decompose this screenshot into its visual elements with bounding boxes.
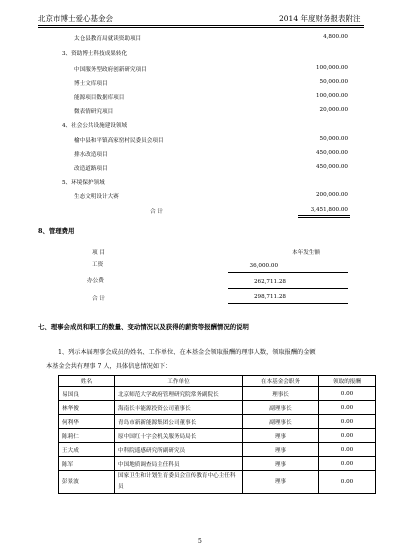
column-header: 姓名 [59,376,115,387]
expense-total-value: 298,711.28 [253,294,286,300]
member-name: 陈莉仁 [59,429,115,443]
project-category-label: 4、社会公共设施建设领域 [62,123,128,129]
project-row-label: 中国服务型政府创新研究项目 [74,67,147,73]
header-divider [38,25,364,26]
expense-total-line [228,303,348,304]
project-row-label: 排水改造项目 [74,152,108,158]
member-position: 理事 [243,457,319,471]
project-row-label: 生态文明设计大赛 [74,194,119,200]
project-row-value: 200,000.00 [315,192,348,198]
expense-row-line [228,288,348,289]
project-row-value: 450,000.00 [315,164,348,170]
member-name: 王大成 [59,443,115,457]
expense-total-label: 合 计 [92,296,105,302]
member-position: 副理事长 [243,415,319,429]
member-position: 理事 [243,471,319,494]
member-pay: 0.00 [319,401,376,415]
member-pay: 0.00 [319,387,376,401]
member-name: 陈军 [59,457,115,471]
member-pay: 0.00 [319,415,376,429]
expense-col-amount: 本年发生额 [292,250,320,256]
project-row-value: 20,000.00 [319,107,348,113]
table-row [59,415,376,429]
member-unit: 青岛市新新能源集团公司董事长 [115,415,243,429]
table-row [59,443,376,457]
table-row [59,429,376,443]
project-row-label: 改造道路项目 [74,166,108,172]
project-row-label: 榆中县和平镇高家窑村民委员会项目 [74,138,164,144]
project-total-value: 3,451,800.00 [310,207,348,213]
table-row [59,387,376,401]
expense-row-value: 36,000.00 [249,263,278,269]
member-name: 彭景波 [59,471,115,494]
page-number: 5 [198,538,202,545]
project-category-label: 5、环境保护领域 [62,180,105,186]
header-divider-2 [38,27,364,28]
member-unit: 中科院遥感研究所副研究员 [115,443,243,457]
expense-row-label: 办公费 [87,278,104,284]
project-row-value: 50,000.00 [319,79,348,85]
column-header: 在本基金会职务 [243,376,319,387]
project-row-label: 博士文库项目 [74,81,108,87]
header-org-name: 北京市博士爱心基金会 [38,14,113,23]
member-name: 易国良 [59,387,115,401]
member-unit: 国家卫生和计划生育委员会宣传教育中心主任科员 [115,471,243,494]
member-unit: 北京师范大学政府管理研究院常务副院长 [115,387,243,401]
expense-row-label: 工资 [92,262,104,268]
section-8-title: 8、管理费用 [38,227,75,235]
table-row [59,471,376,494]
project-row-label: 太仓县教育局就读资助项目 [74,36,142,42]
table-row [59,401,376,415]
member-pay: 0.00 [319,471,376,494]
member-pay: 0.00 [319,443,376,457]
project-category-label: 3、资助博士科技成果转化 [62,51,128,57]
expense-row-line [228,272,348,273]
member-position: 理事 [243,443,319,457]
expense-col-item: 项 目 [92,250,105,256]
member-position: 理事长 [243,387,319,401]
member-pay: 0.00 [319,457,376,471]
board-members-table [58,375,376,494]
project-row-value: 100,000.00 [315,65,348,71]
project-row-label: 微表情研究项目 [74,109,114,115]
header-report-title: 2014 年度财务报表附注 [279,14,361,23]
member-position: 理事 [243,429,319,443]
project-row-value: 100,000.00 [315,93,348,99]
member-pay: 0.00 [319,429,376,443]
member-unit: 中国地质调查局主任科员 [115,457,243,471]
total-underline-double [298,217,350,218]
table-header-row [59,376,376,387]
member-unit: 原中国红十字会机关服务局局长 [115,429,243,443]
expense-row-value: 262,711.28 [253,279,286,285]
project-total-label: 合 计 [150,209,163,215]
section-7-paragraph: 本基金会共有理事 7 人，具体信息情况如下： [46,363,172,370]
member-unit: 海南长丰能源投资公司董事长 [115,401,243,415]
project-row-value: 50,000.00 [319,136,348,142]
member-name: 林华俊 [59,401,115,415]
column-header: 领取的报酬 [319,376,376,387]
member-position: 副理事长 [243,401,319,415]
member-name: 何利华 [59,415,115,429]
section-7-paragraph: 1、列示本届理事会成员的姓名、工作单位、在本基金会领取报酬的理事人数，领取报酬的金额 [58,349,316,356]
column-header: 工作单位 [115,376,243,387]
total-underline [298,215,350,216]
project-row-value: 4,800.00 [323,34,348,40]
section-7-title: 七、理事会成员和职工的数量、变动情况以及获得的薪资等报酬情况的说明 [38,323,249,331]
table-row [59,457,376,471]
project-row-value: 450,000.00 [315,150,348,156]
project-row-label: 能源项目数据库项目 [74,95,125,101]
